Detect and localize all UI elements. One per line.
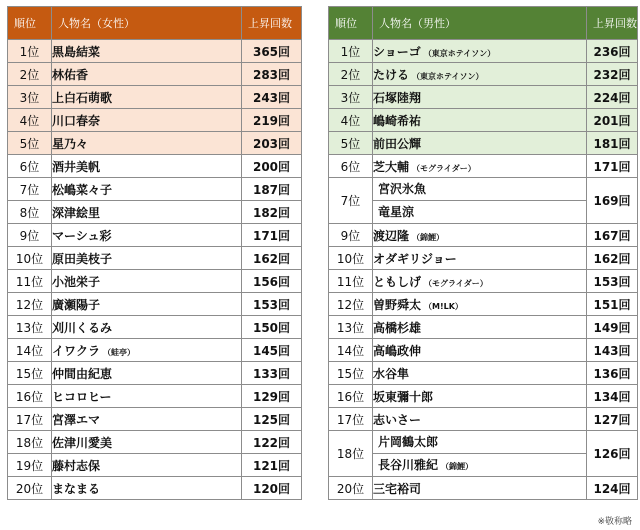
name-cell (52, 362, 242, 385)
rank-cell: 14位 (8, 339, 52, 362)
group-name: （蛙亭） (103, 347, 136, 357)
count-cell: 182回 (242, 201, 302, 224)
table-row (8, 270, 302, 293)
person-name: 川口春奈 (52, 113, 101, 128)
group-name: （錦鯉） (412, 232, 445, 242)
rank-cell: 3位 (329, 86, 373, 109)
person-name: 三宅裕司 (373, 481, 422, 496)
count-header: 上昇回数 (587, 7, 638, 40)
rank-cell: 4位 (8, 109, 52, 132)
table-row (329, 477, 638, 500)
rank-cell: 15位 (329, 362, 373, 385)
rank-cell: 7位 (329, 178, 373, 224)
table-row (329, 270, 638, 293)
name-cell (373, 40, 587, 63)
count-cell: 171回 (587, 155, 638, 178)
person-name: ヒコロヒー (52, 389, 112, 404)
table-row (8, 40, 302, 63)
count-cell: 129回 (242, 385, 302, 408)
name-cell (52, 109, 242, 132)
person-name: 星乃々 (52, 136, 89, 151)
rank-cell: 7位 (8, 178, 52, 201)
male-ranking-table (328, 6, 638, 500)
name-cell (373, 178, 587, 224)
person-name: 高嶋政伸 (373, 343, 422, 358)
name-cell (52, 408, 242, 431)
name-cell (373, 362, 587, 385)
rank-cell: 15位 (8, 362, 52, 385)
person-name: 黒島結菜 (52, 44, 101, 59)
male-header-row (329, 7, 638, 40)
count-cell: 365回 (242, 40, 302, 63)
table-row (8, 316, 302, 339)
table-row (8, 63, 302, 86)
table-row (8, 155, 302, 178)
name-cell (52, 224, 242, 247)
table-row (8, 201, 302, 224)
table-row (8, 362, 302, 385)
group-name: （東京ホテイソン） (412, 71, 484, 81)
name-cell (52, 40, 242, 63)
rank-cell: 12位 (8, 293, 52, 316)
name-cell (52, 247, 242, 270)
count-cell: 236回 (587, 40, 638, 63)
count-cell: 124回 (587, 477, 638, 500)
rank-cell: 9位 (8, 224, 52, 247)
rank-cell: 14位 (329, 339, 373, 362)
rank-cell: 12位 (329, 293, 373, 316)
count-cell: 150回 (242, 316, 302, 339)
count-cell: 134回 (587, 385, 638, 408)
rank-cell: 13位 (329, 316, 373, 339)
table-row (329, 86, 638, 109)
person-name: 酒井美帆 (52, 159, 101, 174)
person-name: 小池栄子 (52, 274, 101, 289)
group-name: （錦鯉） (441, 462, 474, 471)
person-name: 宮澤エマ (52, 412, 101, 427)
group-name: （モグライダー） (412, 163, 476, 173)
person-name: 藤村志保 (52, 458, 101, 473)
rank-cell: 18位 (329, 431, 373, 477)
count-header: 上昇回数 (242, 7, 302, 40)
table-row (329, 155, 638, 178)
table-row (329, 109, 638, 132)
person-name: 長谷川雅紀 (378, 458, 439, 472)
rank-cell: 18位 (8, 431, 52, 454)
count-cell: 133回 (242, 362, 302, 385)
table-row (329, 408, 638, 431)
rank-cell: 20位 (8, 477, 52, 500)
name-cell (52, 201, 242, 224)
group-name: （モグライダー） (424, 278, 488, 288)
rank-cell: 17位 (8, 408, 52, 431)
count-cell: 153回 (587, 270, 638, 293)
group-name: （M!LK） (424, 301, 463, 311)
count-cell: 122回 (242, 431, 302, 454)
table-row (329, 316, 638, 339)
count-cell: 156回 (242, 270, 302, 293)
person-name: イワクラ (52, 343, 101, 358)
person-name: 佐津川愛美 (52, 435, 113, 450)
count-cell: 120回 (242, 477, 302, 500)
rank-cell: 20位 (329, 477, 373, 500)
table-row (8, 293, 302, 316)
count-cell: 149回 (587, 316, 638, 339)
table-row (329, 63, 638, 86)
rank-cell: 10位 (329, 247, 373, 270)
table-row (329, 178, 638, 224)
name-cell (52, 454, 242, 477)
name-cell (52, 270, 242, 293)
person-name: 曽野舜太 (373, 297, 422, 312)
count-cell: 169回 (587, 178, 638, 224)
name-cell (373, 247, 587, 270)
person-name: たける (373, 67, 410, 82)
count-cell: 283回 (242, 63, 302, 86)
person-name: 上白石萌歌 (52, 90, 113, 105)
person-name: 林佑香 (52, 67, 89, 82)
name-cell (52, 293, 242, 316)
name-cell (52, 385, 242, 408)
name-cell (52, 316, 242, 339)
name-cell (373, 339, 587, 362)
name-line (373, 200, 586, 223)
rank-cell: 11位 (8, 270, 52, 293)
table-row (329, 431, 638, 477)
count-cell: 203回 (242, 132, 302, 155)
rank-cell: 11位 (329, 270, 373, 293)
female-ranking-table (7, 6, 302, 500)
table-row (329, 339, 638, 362)
rank-cell: 5位 (329, 132, 373, 155)
table-row (329, 293, 638, 316)
person-name: 志いさー (373, 412, 422, 427)
footnote: ※敬称略 (597, 517, 632, 527)
rank-header: 順位 (329, 7, 373, 40)
person-name: 仲間由紀恵 (52, 366, 113, 381)
rank-cell: 3位 (8, 86, 52, 109)
count-cell: 136回 (587, 362, 638, 385)
name-cell (373, 63, 587, 86)
table-row (8, 408, 302, 431)
rank-cell: 17位 (329, 408, 373, 431)
count-cell: 121回 (242, 454, 302, 477)
rank-cell: 2位 (8, 63, 52, 86)
rank-cell: 4位 (329, 109, 373, 132)
count-cell: 162回 (587, 247, 638, 270)
person-name: 片岡鶴太郎 (378, 435, 439, 449)
rank-cell: 16位 (329, 385, 373, 408)
table-row (329, 247, 638, 270)
name-cell (373, 132, 587, 155)
rank-cell: 5位 (8, 132, 52, 155)
rank-cell: 6位 (8, 155, 52, 178)
count-cell: 181回 (587, 132, 638, 155)
count-cell: 201回 (587, 109, 638, 132)
rank-cell: 1位 (329, 40, 373, 63)
person-name: マーシュ彩 (52, 228, 112, 243)
person-name: 渡辺隆 (373, 228, 410, 243)
rank-cell: 1位 (8, 40, 52, 63)
table-row (8, 431, 302, 454)
table-row (8, 132, 302, 155)
person-name: 石塚陸翔 (373, 90, 422, 105)
name-header: 人物名（女性） (52, 7, 242, 40)
name-cell (373, 385, 587, 408)
count-cell: 224回 (587, 86, 638, 109)
table-row (8, 454, 302, 477)
count-cell: 143回 (587, 339, 638, 362)
name-line (373, 453, 586, 476)
table-row (8, 178, 302, 201)
name-cell (373, 431, 587, 477)
person-name: ショーゴ (373, 44, 421, 59)
name-cell (373, 293, 587, 316)
person-name: オダギリジョー (373, 251, 457, 266)
count-cell: 145回 (242, 339, 302, 362)
name-cell (52, 477, 242, 500)
name-cell (373, 270, 587, 293)
person-name: 原田美枝子 (52, 251, 113, 266)
person-name: 宮沢氷魚 (378, 182, 427, 196)
name-cell (373, 408, 587, 431)
name-cell (373, 224, 587, 247)
name-cell (52, 63, 242, 86)
rank-cell: 13位 (8, 316, 52, 339)
count-cell: 127回 (587, 408, 638, 431)
count-cell: 153回 (242, 293, 302, 316)
table-row (329, 224, 638, 247)
table-row (8, 247, 302, 270)
name-cell (52, 178, 242, 201)
person-name: 高橋杉雄 (373, 320, 422, 335)
table-row (8, 339, 302, 362)
female-header-row (8, 7, 302, 40)
count-cell: 219回 (242, 109, 302, 132)
name-cell (52, 431, 242, 454)
count-cell: 171回 (242, 224, 302, 247)
name-cell (373, 109, 587, 132)
count-cell: 126回 (587, 431, 638, 477)
rank-cell: 9位 (329, 224, 373, 247)
count-cell: 167回 (587, 224, 638, 247)
rank-cell: 8位 (8, 201, 52, 224)
person-name: 前田公輝 (373, 136, 422, 151)
person-name: 坂東彌十郎 (373, 389, 434, 404)
person-name: 深津絵里 (52, 205, 101, 220)
person-name: 廣瀬陽子 (52, 297, 101, 312)
name-cell (373, 316, 587, 339)
name-cell (373, 155, 587, 178)
rank-header: 順位 (8, 7, 52, 40)
table-row (8, 86, 302, 109)
count-cell: 243回 (242, 86, 302, 109)
rank-cell: 10位 (8, 247, 52, 270)
table-row (329, 362, 638, 385)
group-name: （東京ホテイソン） (423, 48, 496, 58)
person-name: 芝大輔 (373, 159, 410, 174)
table-row (8, 109, 302, 132)
name-cell (52, 339, 242, 362)
person-name: 竜星涼 (378, 205, 415, 219)
name-cell (373, 477, 587, 500)
rank-cell: 16位 (8, 385, 52, 408)
name-line (373, 431, 586, 453)
name-header: 人物名（男性） (373, 7, 587, 40)
table-row (329, 385, 638, 408)
rank-cell: 6位 (329, 155, 373, 178)
person-name: 嶋崎希祐 (373, 113, 422, 128)
name-cell (52, 155, 242, 178)
person-name: 刈川くるみ (52, 320, 113, 335)
name-cell (52, 86, 242, 109)
table-row (8, 477, 302, 500)
table-row (8, 224, 302, 247)
table-row (329, 132, 638, 155)
count-cell: 125回 (242, 408, 302, 431)
name-cell (373, 86, 587, 109)
count-cell: 187回 (242, 178, 302, 201)
person-name: 松嶋菜々子 (52, 182, 113, 197)
rank-cell: 19位 (8, 454, 52, 477)
name-line (373, 178, 586, 200)
person-name: 水谷隼 (373, 366, 410, 381)
rank-cell: 2位 (329, 63, 373, 86)
person-name: ともしげ (373, 274, 422, 289)
count-cell: 162回 (242, 247, 302, 270)
count-cell: 232回 (587, 63, 638, 86)
name-cell (52, 132, 242, 155)
person-name: まなまる (52, 481, 101, 496)
count-cell: 151回 (587, 293, 638, 316)
table-row (8, 385, 302, 408)
count-cell: 200回 (242, 155, 302, 178)
table-row (329, 40, 638, 63)
